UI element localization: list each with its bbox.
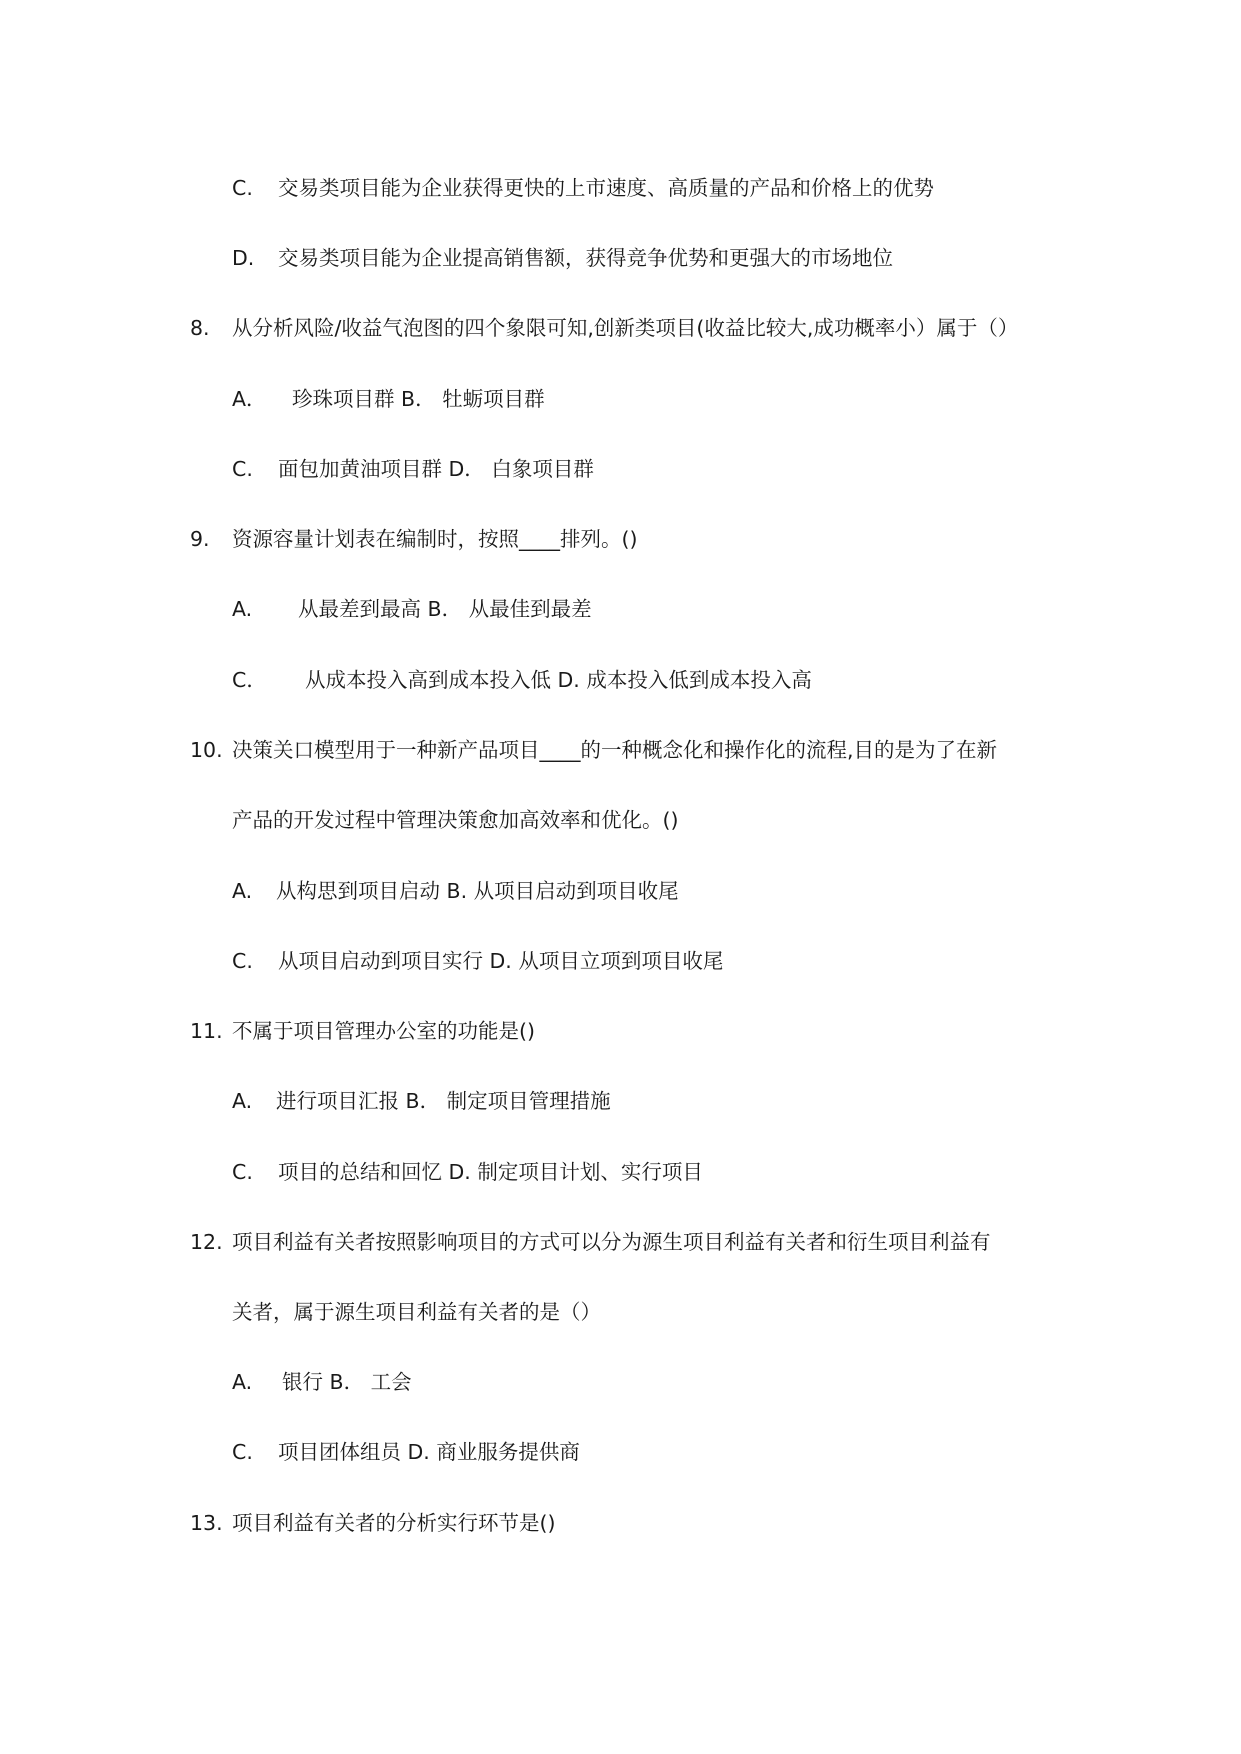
option-letter: A. <box>232 597 253 621</box>
question-text: 不属于项目管理办公室的功能是() <box>232 1019 535 1043</box>
option-letter: C. <box>232 1160 253 1184</box>
question-number: 8. <box>190 316 210 340</box>
option-letter: A． <box>232 387 267 411</box>
question-text-continued: 产品的开发过程中管理决策愈加高效率和优化。() <box>232 808 679 832</box>
option-text: 从最差到最高 B． 从最佳到最差 <box>298 597 592 621</box>
option-text: 从构思到项目启动 B. 从项目启动到项目收尾 <box>276 879 679 903</box>
question-number: 10. <box>190 738 223 762</box>
question-number: 11. <box>190 1019 223 1043</box>
question-text: 决策关口模型用于一种新产品项目____的一种概念化和操作化的流程,目的是为了在新 <box>232 738 998 762</box>
option-text: 从项目启动到项目实行 D. 从项目立项到项目收尾 <box>278 949 724 973</box>
option-text: 珍珠项目群 B． 牡蛎项目群 <box>292 387 545 411</box>
question-text-continued: 关者，属于源生项目利益有关者的是（） <box>232 1300 601 1324</box>
question-text: 从分析风险/收益气泡图的四个象限可知,创新类项目(收益比较大,成功概率小）属于（） <box>232 316 1019 340</box>
question-text: 项目利益有关者按照影响项目的方式可以分为源生项目利益有关者和衍生项目利益有 <box>232 1230 991 1254</box>
option-letter: C. <box>232 949 253 973</box>
question-text: 资源容量计划表在编制时，按照____排列。() <box>232 527 638 551</box>
option-letter: C. <box>232 1440 253 1464</box>
question-text: 项目利益有关者的分析实行环节是() <box>232 1511 556 1535</box>
option-text: 进行项目汇报 B． 制定项目管理措施 <box>276 1089 611 1113</box>
option-text: 面包加黄油项目群 D． 白象项目群 <box>278 457 594 481</box>
option-letter: D. <box>232 246 255 270</box>
option-text: 交易类项目能为企业提高销售额，获得竞争优势和更强大的市场地位 <box>278 246 893 270</box>
option-text: 项目的总结和回忆 D. 制定项目计划、实行项目 <box>278 1160 703 1184</box>
option-letter: A. <box>232 1089 253 1113</box>
option-letter: C． <box>232 668 267 692</box>
option-text: 从成本投入高到成本投入低 D. 成本投入低到成本投入高 <box>305 668 812 692</box>
option-letter: C. <box>232 176 253 200</box>
question-number: 12. <box>190 1230 223 1254</box>
question-number: 13. <box>190 1511 223 1535</box>
option-text: 项目团体组员 D. 商业服务提供商 <box>278 1440 580 1464</box>
option-letter: A. <box>232 1370 253 1394</box>
question-number: 9. <box>190 527 210 551</box>
option-text: 交易类项目能为企业获得更快的上市速度、高质量的产品和价格上的优势 <box>278 176 934 200</box>
option-text: 银行 B． 工会 <box>282 1370 412 1394</box>
option-letter: C. <box>232 457 253 481</box>
option-letter: A. <box>232 879 253 903</box>
